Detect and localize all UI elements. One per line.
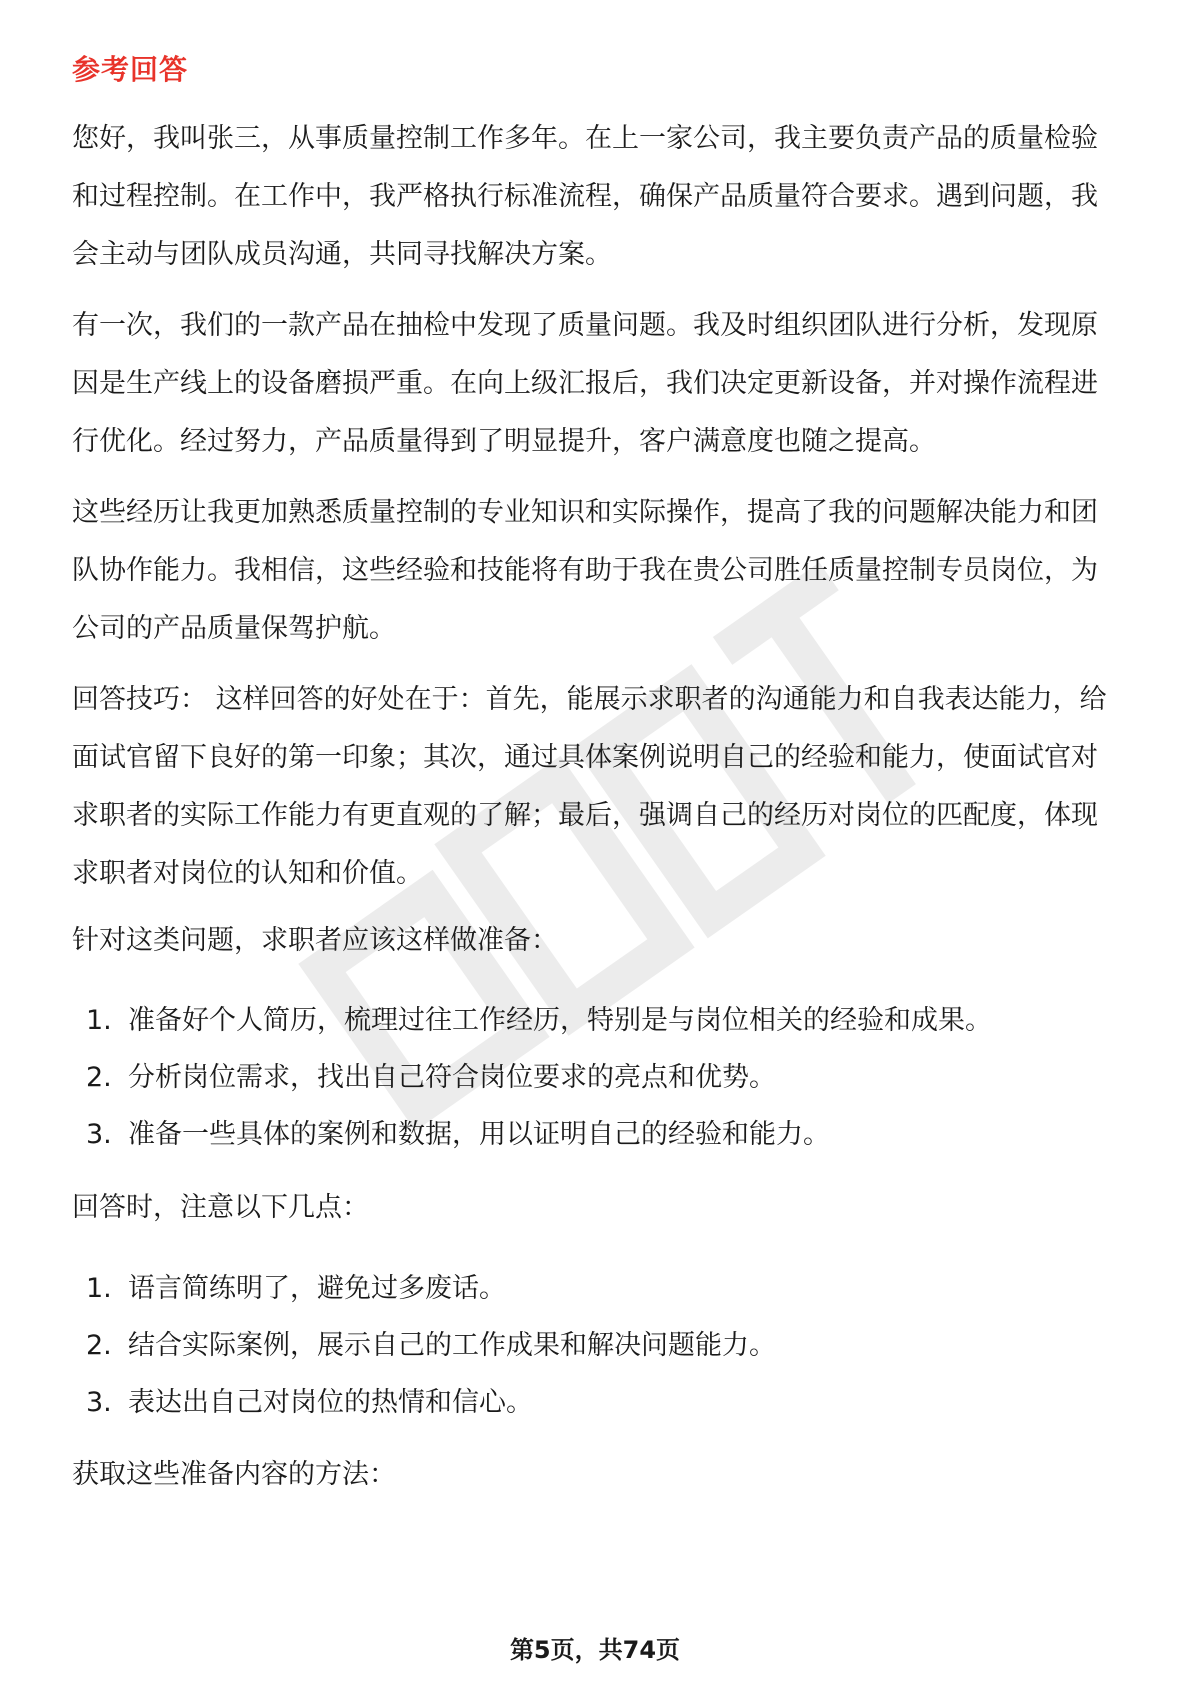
list-item-number: 2.	[86, 1062, 112, 1093]
list-item-number: 2.	[86, 1330, 112, 1361]
notes-list	[72, 1260, 1120, 1431]
list-item-text: 结合实际案例，展示自己的工作成果和解决问题能力。	[128, 1330, 776, 1361]
answer-intro-paragraph: 您好，我叫张三，从事质量控制工作多年。在上一家公司，我主要负责产品的质量检验和过程控制。在工作中，我严格执行标准流程，确保产品质量符合要求。遇到问题，我会主动与团队成员沟通，共同寻找解决方案。	[72, 123, 1098, 270]
list-item	[72, 1260, 1120, 1317]
page-number-footer: 第5页，共74页	[509, 1636, 681, 1664]
list-item	[72, 1317, 1120, 1374]
list-item	[72, 1374, 1120, 1431]
list-item-number: 3.	[86, 1387, 112, 1418]
answer-summary-paragraph: 这些经历让我更加熟悉质量控制的专业知识和实际操作，提高了我的问题解决能力和团队协作能力。我相信，这些经验和技能将有助于我在贵公司胜任质量控制专员岗位，为公司的产品质量保驾护航。	[72, 497, 1098, 644]
list-item	[72, 992, 1120, 1049]
list-item-text: 语言简练明了，避免过多废话。	[128, 1273, 506, 1304]
list-item-text: 表达出自己对岗位的热情和信心。	[128, 1387, 533, 1418]
method-intro-paragraph: 获取这些准备内容的方法：	[72, 1459, 396, 1490]
answer-story-paragraph: 有一次，我们的一款产品在抽检中发现了质量问题。我及时组织团队进行分析，发现原因是生产线上的设备磨损严重。在向上级汇报后，我们决定更新设备，并对操作流程进行优化。经过努力，产品质量得到了明显提升，客户满意度也随之提高。	[72, 310, 1098, 457]
prep-list	[72, 992, 1120, 1163]
list-item-text: 准备一些具体的案例和数据，用以证明自己的经验和能力。	[128, 1119, 830, 1150]
notes-intro-paragraph: 回答时，注意以下几点：	[72, 1192, 369, 1223]
list-item-number: 1.	[86, 1005, 112, 1036]
list-item-number: 3.	[86, 1119, 112, 1150]
answer-tips-paragraph: 回答技巧： 这样回答的好处在于：首先，能展示求职者的沟通能力和自我表达能力，给面试官留下良好的第一印象；其次，通过具体案例说明自己的经验和能力，使面试官对求职者的实际工作能力有更直观的了解；最后，强调自己的经历对岗位的匹配度，体现求职者对岗位的认知和价值。	[72, 684, 1107, 889]
list-item	[72, 1106, 1120, 1163]
list-item-text: 分析岗位需求，找出自己符合岗位要求的亮点和优势。	[128, 1062, 776, 1093]
section-heading: 参考回答	[72, 53, 189, 86]
list-item-number: 1.	[86, 1273, 112, 1304]
list-item	[72, 1049, 1120, 1106]
list-item-text: 准备好个人简历，梳理过往工作经历，特别是与岗位相关的经验和成果。	[128, 1005, 992, 1036]
prep-intro-paragraph: 针对这类问题，求职者应该这样做准备：	[72, 925, 558, 956]
